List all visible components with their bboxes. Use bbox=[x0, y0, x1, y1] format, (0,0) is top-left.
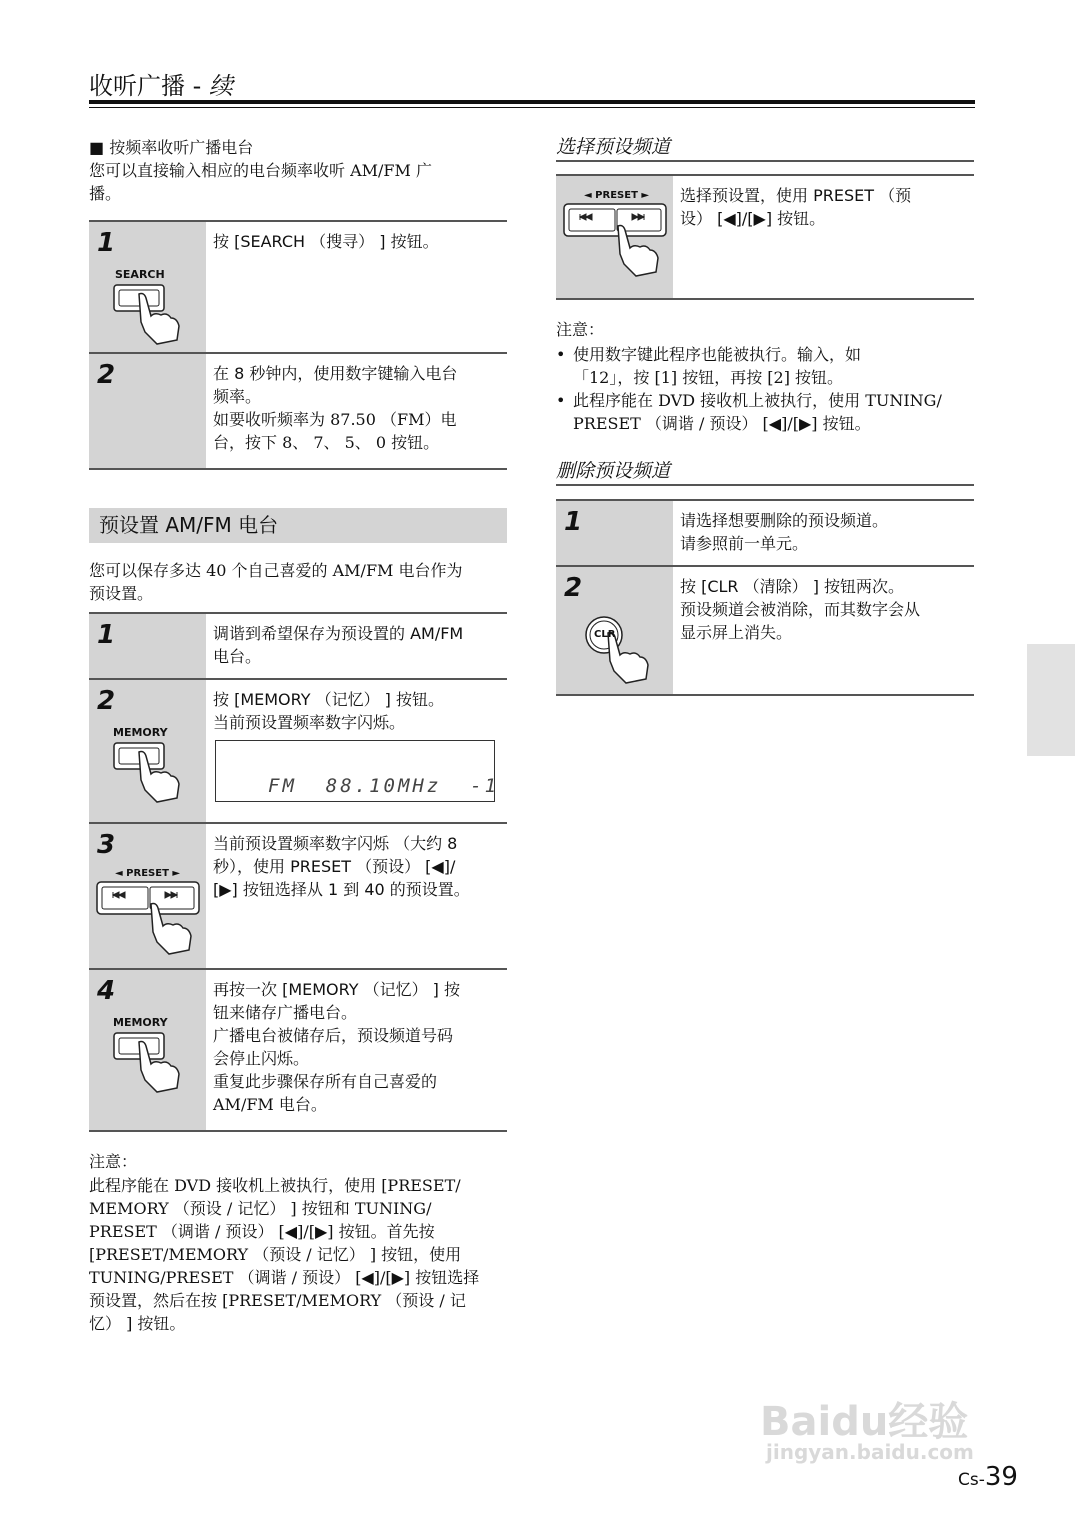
preset-button-label: ◄ PRESET ► bbox=[584, 190, 650, 201]
note-line: 预设置，然后在按 [PRESET/MEMORY （预设 / 记 bbox=[89, 1291, 466, 1310]
step-number: 3 bbox=[97, 830, 116, 860]
step-number-cell bbox=[89, 222, 206, 352]
subhead-rule bbox=[556, 160, 974, 162]
table-bottom-rule bbox=[89, 468, 507, 470]
step-text-line: 秒），使用 PRESET （预设） [◀]/ bbox=[213, 857, 456, 876]
select-preset-heading: 选择预设频道 bbox=[556, 136, 671, 158]
note-line: PRESET （调谐 / 预设） [◀]/[▶] 按钮。首先按 bbox=[89, 1222, 435, 1241]
note-line: 使用数字键此程序也能被执行。输入，如 bbox=[573, 345, 862, 364]
step-text-line: [▶] 按钮选择从 1 到 40 的预设置。 bbox=[213, 880, 470, 899]
step-number-cell bbox=[89, 614, 206, 680]
step-text-line: 调谐到希望保存为预设置的 AM/FM bbox=[213, 624, 464, 643]
preset-step-2 bbox=[89, 678, 507, 822]
page-prefix: Cs- bbox=[958, 1470, 985, 1490]
note-body bbox=[89, 1174, 509, 1335]
note-line: 「12」，按 [1] 按钮，再按 [2] 按钮。 bbox=[573, 368, 844, 387]
step-text bbox=[680, 575, 970, 644]
note-line: 此程序能在 DVD 接收机上被执行，使用 TUNING/ bbox=[573, 391, 942, 410]
table-bottom-rule bbox=[89, 1130, 507, 1132]
step-text bbox=[680, 509, 970, 555]
step-text-line: 电台。 bbox=[213, 647, 262, 666]
step-number-cell bbox=[89, 354, 206, 470]
memory-button-label: MEMORY bbox=[113, 726, 168, 739]
step-number: 1 bbox=[97, 228, 116, 258]
note-bullet-1: • 使用数字键此程序也能被执行。输入，如 bbox=[556, 345, 862, 364]
delete-step-2 bbox=[556, 565, 974, 696]
preset-button-label: ◄ PRESET ► bbox=[115, 868, 181, 879]
delete-preset-heading: 删除预设频道 bbox=[556, 460, 671, 482]
step-text-line: 选择预设置，使用 PRESET （预 bbox=[680, 186, 912, 205]
page-number-value: 39 bbox=[984, 1462, 1018, 1492]
page-number bbox=[958, 1462, 1018, 1492]
step-text bbox=[680, 184, 970, 230]
step-text-line: 预设频道会被消除，而其数字会从 bbox=[680, 600, 921, 619]
subhead-rule bbox=[556, 484, 974, 486]
step-text-line: AM/FM 电台。 bbox=[213, 1095, 327, 1114]
baidu-watermark-logo: Baidu经验 bbox=[760, 1399, 969, 1445]
step-text bbox=[213, 688, 503, 734]
preset-intro-line-1: 您可以保存多达 40 个自己喜爱的 AM/FM 电台作为 bbox=[89, 561, 463, 580]
preset-section-title: 预设置 AM/FM 电台 bbox=[89, 508, 507, 543]
step-text: 按 [SEARCH （搜寻） ] 按钮。 bbox=[213, 232, 439, 251]
step-text-line: 请参照前一单元。 bbox=[680, 534, 809, 553]
lcd-display bbox=[215, 740, 500, 802]
memory-button-label: MEMORY bbox=[113, 1016, 168, 1029]
step-number-cell bbox=[556, 567, 673, 696]
step-text-line: 会停止闪烁。 bbox=[213, 1049, 310, 1068]
memory-button-press-icon bbox=[111, 740, 191, 804]
freq-step-1 bbox=[89, 220, 507, 352]
step-number: 2 bbox=[97, 360, 116, 390]
illustration-cell bbox=[556, 176, 673, 300]
step-number-cell bbox=[89, 970, 206, 1132]
note-list bbox=[556, 343, 976, 435]
preset-buttons-press-icon bbox=[562, 202, 670, 286]
clr-button-press-icon bbox=[578, 613, 658, 689]
step-text-line: 台，按下 8、 7、 5、 0 按钮。 bbox=[213, 433, 440, 452]
page-header bbox=[89, 66, 233, 101]
memory-button-press-icon bbox=[111, 1030, 191, 1094]
baidu-watermark-url: jingyan.baidu.com bbox=[766, 1440, 974, 1464]
note-line: PRESET （调谐 / 预设） [◀]/[▶] 按钮。 bbox=[573, 414, 871, 433]
freq-step-2 bbox=[89, 352, 507, 470]
note-line: 忆） ] 按钮。 bbox=[89, 1314, 186, 1333]
step-text bbox=[213, 622, 503, 668]
freq-intro-line-2: 播。 bbox=[89, 184, 122, 203]
note-line: MEMORY （预设 / 记忆） ] 按钮和 TUNING/ bbox=[89, 1199, 432, 1218]
preset-intro-line-2: 预设置。 bbox=[89, 584, 154, 603]
table-bottom-rule bbox=[556, 298, 974, 300]
delete-step-1 bbox=[556, 499, 974, 565]
step-text-line: 广播电台被储存后，预设频道号码 bbox=[213, 1026, 454, 1045]
step-number: 1 bbox=[564, 507, 583, 537]
step-text bbox=[213, 362, 503, 454]
note-bullet-2: • 此程序能在 DVD 接收机上被执行，使用 TUNING/ bbox=[556, 391, 942, 410]
step-text-line: 再按一次 [MEMORY （记忆） ] 按 bbox=[213, 980, 461, 999]
clr-button-label: CLR bbox=[594, 629, 616, 640]
preset-step-1 bbox=[89, 612, 507, 680]
step-text-line: 设） [◀]/[▶] 按钮。 bbox=[680, 209, 826, 228]
note-title: 注意： bbox=[556, 320, 605, 339]
step-text-line: 显示屏上消失。 bbox=[680, 623, 793, 642]
step-text-line: 钮来储存广播电台。 bbox=[213, 1003, 358, 1022]
step-number-cell bbox=[556, 501, 673, 565]
step-number-cell bbox=[89, 824, 206, 968]
header-title: 收听广播 - bbox=[89, 72, 209, 100]
select-preset-step bbox=[556, 174, 974, 300]
step-number: 1 bbox=[97, 620, 116, 650]
chapter-tab bbox=[1027, 644, 1075, 756]
step-text-line: 按 [MEMORY （记忆） ] 按钮。 bbox=[213, 690, 445, 709]
header-rule-thin bbox=[89, 107, 975, 108]
note-line: [PRESET/MEMORY （预设 / 记忆） ] 按钮，使用 bbox=[89, 1245, 462, 1264]
step-number: 2 bbox=[564, 573, 583, 603]
step-text-line: 当前预设置频率数字闪烁 （大约 8 bbox=[213, 834, 458, 853]
preset-step-3 bbox=[89, 822, 507, 968]
table-bottom-rule bbox=[556, 694, 974, 696]
step-number-cell bbox=[89, 680, 206, 822]
step-text-line: 当前预设置频率数字闪烁。 bbox=[213, 713, 406, 732]
note-title: 注意： bbox=[89, 1152, 138, 1171]
step-text bbox=[213, 978, 503, 1116]
preset-step-4 bbox=[89, 968, 507, 1132]
freq-intro-line-1: 您可以直接输入相应的电台频率收听 AM/FM 广 bbox=[89, 161, 432, 180]
header-rule bbox=[89, 100, 975, 104]
preset-buttons-press-icon bbox=[95, 880, 203, 964]
step-text-line: 请选择想要删除的预设频道。 bbox=[680, 511, 889, 530]
step-text-line: 按 [CLR （清除） ] 按钮两次。 bbox=[680, 577, 905, 596]
header-continued: 续 bbox=[208, 72, 233, 100]
freq-heading: ■ 按频率收听广播电台 bbox=[89, 138, 254, 157]
step-text-line: 重复此步骤保存所有自己喜爱的 bbox=[213, 1072, 438, 1091]
step-number: 2 bbox=[97, 686, 116, 716]
step-text-line: 如要收听频率为 87.50 （FM）电 bbox=[213, 410, 457, 429]
note-line: TUNING/PRESET （调谐 / 预设） [◀]/[▶] 按钮选择 bbox=[89, 1268, 480, 1287]
lcd-readout: FM 88.10MHz -1 bbox=[268, 775, 500, 797]
search-button-press-icon bbox=[111, 282, 191, 346]
note-line: 此程序能在 DVD 接收机上被执行，使用 [PRESET/ bbox=[89, 1176, 461, 1195]
step-text bbox=[213, 832, 503, 901]
step-text-line: 频率。 bbox=[213, 387, 262, 406]
step-number: 4 bbox=[97, 976, 116, 1006]
search-button-label: SEARCH bbox=[115, 268, 165, 281]
step-text-line: 在 8 秒钟内，使用数字键输入电台 bbox=[213, 364, 458, 383]
